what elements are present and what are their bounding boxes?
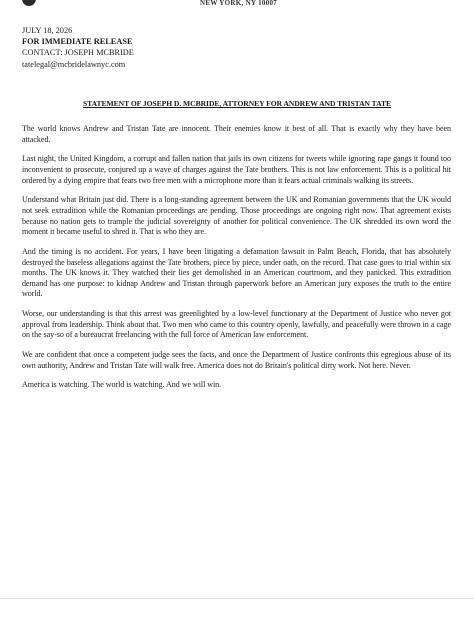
paragraph: The world knows Andrew and Tristan Tate are innocent. Their enemies know it best of all. That is exactly why they have been attacked. bbox=[22, 124, 451, 144]
release-date: JULY 18, 2026 bbox=[22, 26, 73, 35]
paragraph: Last night, the United Kingdom, a corrupt and fallen nation that jails its own citizens for tweets while ignoring rape gangs it found too inconvenient to prosecute, conjured up a wave of charges against the Tate brothers. This is not law enforcement. This is a political hit ordered by a dying empire that fears two free men with a microphone more than it fears actual criminals walking its streets. bbox=[22, 154, 451, 185]
contact-email: tatelegal@mcbridelawnyc.com bbox=[22, 59, 126, 69]
paragraph: We are confident that once a competent judge sees the facts, and once the Department of Justice confronts this egregious abuse of its own authority, Andrew and Tristan Tate will walk free. America does not do Britain's political dirty work. Not here. Never. bbox=[22, 350, 451, 370]
page-divider bbox=[0, 598, 474, 599]
release-meta bbox=[22, 25, 134, 70]
contact-name: CONTACT: JOSEPH MCBRIDE bbox=[22, 48, 134, 58]
statement-body bbox=[22, 124, 451, 400]
firm-seal-logo bbox=[22, 0, 36, 6]
paragraph: Understand what Britain just did. There is a long-standing agreement between the UK and Romanian governments that the UK would not seek extradition while the Romanian proceedings are pending. Those proceedings are ongoing right now. That agreement exists because no nation gets to trample the judicial sovereignty of another for political convenience. The UK shredded its own word the moment it became useful to shred it. That is who they are. bbox=[22, 195, 451, 237]
statement-headline: STATEMENT OF JOSEPH D. MCBRIDE, ATTORNEY FOR ANDREW AND TRISTAN TATE bbox=[83, 99, 391, 108]
paragraph: America is watching. The world is watching. And we will win. bbox=[22, 380, 222, 390]
letterhead bbox=[0, 0, 474, 12]
letterhead-city: NEW YORK, NY 10007 bbox=[200, 0, 278, 7]
paragraph: Worse, our understanding is that this arrest was greenlighted by a low-level functionary at the Department of Justice who never got approval from leadership. Think about that. Two men who came to this country openly, lawfully, and peacefully were thrown in a cage on the say-so of a bureaucrat freelancing with the full force of American law enforcement. bbox=[22, 309, 451, 340]
release-type: FOR IMMEDIATE RELEASE bbox=[22, 37, 133, 47]
paragraph: And the timing is no accident. For years, I have been litigating a defamation lawsuit in Palm Beach, Florida, that has absolutely destroyed the baseless allegations against the Tate brothers, piece by piece, under oath, on the record. That case goes to trial within six months. The UK knows it. They watched their lies get demolished in an American courtroom, and they panicked. This extradition demand has one purpose: to kidnap Andrew and Tristan through paperwork before an American jury exposes the truth to the entire world. bbox=[22, 246, 451, 299]
